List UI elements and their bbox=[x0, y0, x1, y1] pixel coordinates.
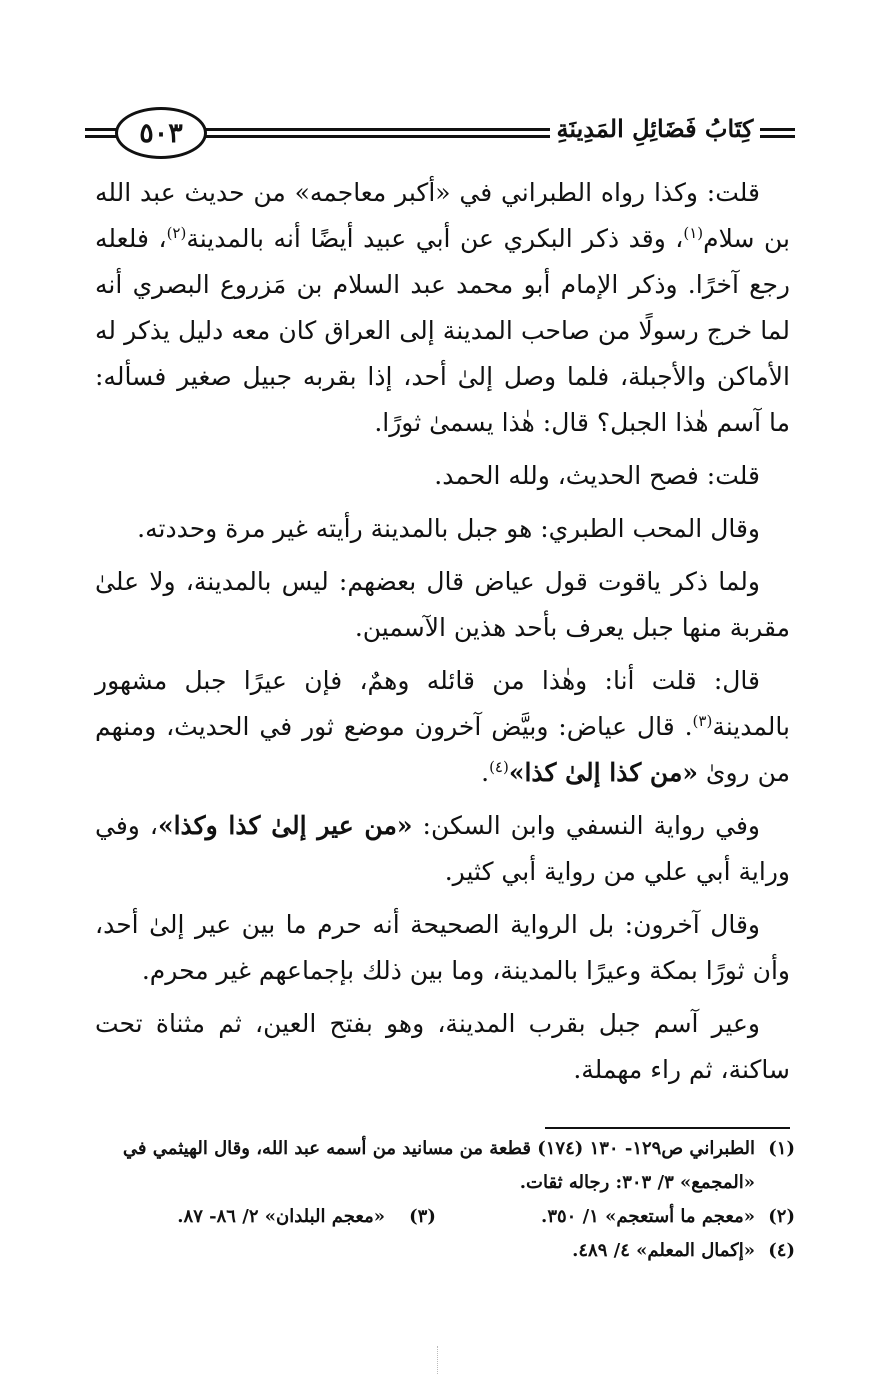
paragraph bbox=[95, 658, 790, 796]
text-run: وفي رواية النسفي وابن السكن: bbox=[412, 811, 760, 840]
paragraph bbox=[95, 803, 790, 895]
footnote-divider bbox=[545, 1127, 790, 1129]
page-number-badge bbox=[115, 107, 207, 159]
footnote-number: (٣) bbox=[409, 1206, 436, 1227]
paragraph: وقال آخرون: بل الرواية الصحيحة أنه حرم ما بين عير إلىٰ أحد، وأن ثورًا بمكة وعيرًا بالمدينة، وما بين ذلك بإجماعهم غير محرم. bbox=[95, 910, 790, 985]
footnotes bbox=[85, 1132, 795, 1268]
text-run: . قال عياض: وبيَّض آخرون موضع ثور في الحديث، ومنهم من روىٰ bbox=[95, 712, 790, 787]
paragraph bbox=[95, 170, 790, 446]
text-run: ، فلعله رجع آخرًا. وذكر الإمام أبو محمد عبد السلام بن مَزروع البصري أنه لما خرج رسولًا من صاحب المدينة إلى العراق كان معه دليل يذكر له الأماكن والأجبلة، فلما وصل إلىٰ أحد، إذا بقربه جبيل صغير فسأله: ما آسم هٰذا الجبل؟ قال: هٰذا يسمىٰ ثورًا. bbox=[95, 224, 790, 437]
header-rule bbox=[760, 128, 795, 131]
text-run: ، وفي وراية أبي علي من رواية أبي كثير. bbox=[95, 811, 790, 886]
paragraph: قلت: فصح الحديث، ولله الحمد. bbox=[434, 461, 760, 490]
footnote-ref: (٢) bbox=[166, 224, 187, 242]
footnote-text: «معجم البلدان» ٢/ ٨٦- ٨٧. bbox=[177, 1206, 385, 1227]
footnote-text: «معجم ما أستعجم» ١/ ٣٥٠. bbox=[541, 1206, 755, 1227]
page-mark bbox=[437, 1346, 441, 1374]
page-number: ٥٠٣ bbox=[139, 117, 183, 149]
footnote-text: الطبراني ص١٢٩- ١٣٠ (١٧٤) قطعة من مسانيد من أسمه عبد الله، وقال الهيثمي في «المجمع» ٣/ ٣٠٣: رجاله ثقات. bbox=[122, 1138, 755, 1193]
footnote-number: (١) bbox=[768, 1138, 795, 1159]
footnote-ref: (٣) bbox=[692, 712, 713, 730]
text-run: قلت: وكذا رواه الطبراني في «أكبر معاجمه» من حديث عبد الله بن سلام bbox=[95, 178, 790, 253]
paragraph: ولما ذكر ياقوت قول عياض قال بعضهم: ليس بالمدينة، ولا علىٰ مقربة منها جبل يعرف بأحد هذين الآسمين. bbox=[95, 567, 790, 642]
footnote-item bbox=[85, 1200, 795, 1234]
text-run: . bbox=[481, 758, 490, 787]
footnote-ref: (١) bbox=[683, 224, 704, 242]
running-title: كِتَابُ فَضَائِلِ المَدِينَةِ bbox=[556, 114, 754, 143]
footnote-number: (٢) bbox=[768, 1206, 795, 1227]
header-rule bbox=[760, 135, 795, 138]
quoted-phrase: «من عير إلىٰ كذا وكذا» bbox=[157, 811, 413, 840]
header-rule bbox=[205, 135, 550, 138]
page-header bbox=[85, 102, 795, 168]
paragraph: وقال المحب الطبري: هو جبل بالمدينة رأيته غير مرة وحددته. bbox=[137, 514, 760, 543]
quoted-phrase: «من كذا إلىٰ كذا» bbox=[508, 758, 698, 787]
header-rule bbox=[85, 128, 117, 131]
footnote-item bbox=[85, 1234, 795, 1268]
text-run: قال: قلت أنا: وهٰذا من قائله وهمٌ، فإن عيرًا جبل مشهور بالمدينة bbox=[95, 666, 790, 741]
text-run: ، وقد ذكر البكري عن أبي عبيد أيضًا أنه بالمدينة bbox=[186, 224, 684, 253]
header-rule bbox=[85, 135, 117, 138]
footnote-text: «إكمال المعلم» ٤/ ٤٨٩. bbox=[572, 1240, 755, 1261]
header-rule bbox=[205, 128, 550, 131]
paragraph: وعير آسم جبل بقرب المدينة، وهو بفتح العين، ثم مثناة تحت ساكنة، ثم راء مهملة. bbox=[95, 1009, 790, 1084]
main-text bbox=[95, 170, 790, 1093]
footnote-item bbox=[85, 1132, 795, 1200]
footnote-number: (٤) bbox=[768, 1240, 795, 1261]
footnote-ref: (٤) bbox=[489, 758, 509, 776]
